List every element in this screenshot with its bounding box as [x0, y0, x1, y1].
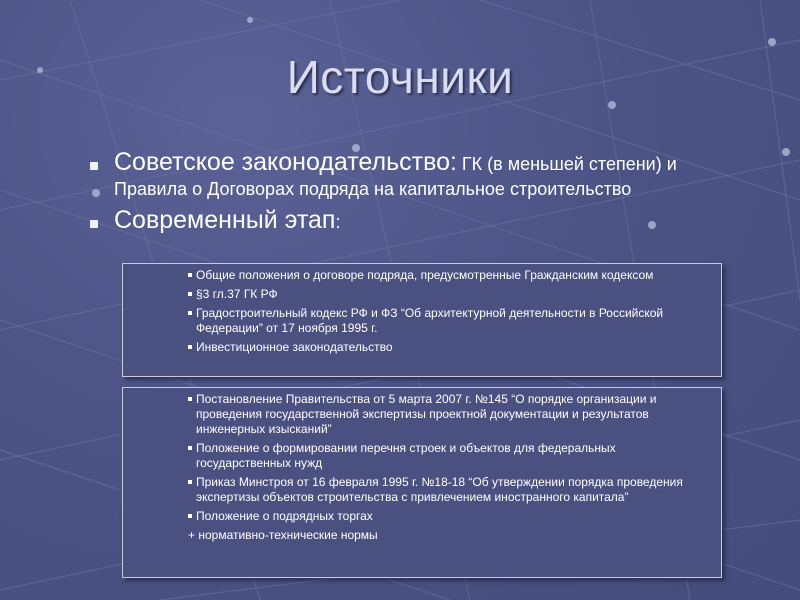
slide-title: Источники	[286, 51, 514, 103]
square-bullet-icon	[188, 311, 192, 315]
sources-box-regulations	[122, 387, 722, 578]
sources-list-regulations	[187, 392, 713, 547]
bullet-heading: Современный этап	[114, 206, 336, 234]
square-bullet-icon	[90, 220, 98, 228]
square-bullet-icon	[188, 273, 192, 277]
bullet-heading: Советское законодательство:	[114, 148, 457, 176]
square-bullet-icon	[188, 397, 192, 401]
bullet-modern-stage	[88, 206, 748, 235]
list-item: Инвестиционное законодательство	[187, 340, 713, 355]
list-item-extra: + нормативно-технические нормы	[188, 528, 378, 542]
bullet-text: ГК (в меньшей степени) и	[456, 154, 677, 174]
list-item: Градостроительный кодекс РФ и ФЗ “Об архитектурной деятельности в Российской Федерации” от 17 ноября 1995 г.	[187, 306, 713, 336]
square-bullet-icon	[188, 480, 192, 484]
square-bullet-icon	[188, 292, 192, 296]
sources-box-general	[122, 263, 722, 377]
square-bullet-icon	[90, 162, 98, 170]
sources-list-general	[187, 268, 713, 359]
list-item: Положение о подрядных торгах	[187, 509, 713, 524]
bullet-text: :	[335, 212, 341, 232]
bullet-text-line2: Правила о Договорах подряда на капитальное строительство	[114, 179, 632, 199]
main-bullet-list	[88, 148, 748, 241]
bullet-soviet-legislation	[88, 148, 748, 200]
square-bullet-icon	[188, 446, 192, 450]
list-item: Общие положения о договоре подряда, предусмотренные Гражданским кодексом	[187, 268, 713, 283]
list-item: §3 гл.37 ГК РФ	[187, 287, 713, 302]
square-bullet-icon	[188, 514, 192, 518]
list-item: Приказ Минстроя от 16 февраля 1995 г. №18-18 “Об утверждении порядка проведения экспертизы объектов строительства с привлечением иностранного капитала”	[187, 475, 713, 505]
list-item: Положение о формировании перечня строек и объектов для федеральных государственных нужд	[187, 441, 713, 471]
square-bullet-icon	[188, 345, 192, 349]
list-item: Постановление Правительства от 5 марта 2007 г. №145 “О порядке организации и проведения государственной экспертизы проектной документации и результатов инженерных изысканий”	[187, 392, 713, 437]
